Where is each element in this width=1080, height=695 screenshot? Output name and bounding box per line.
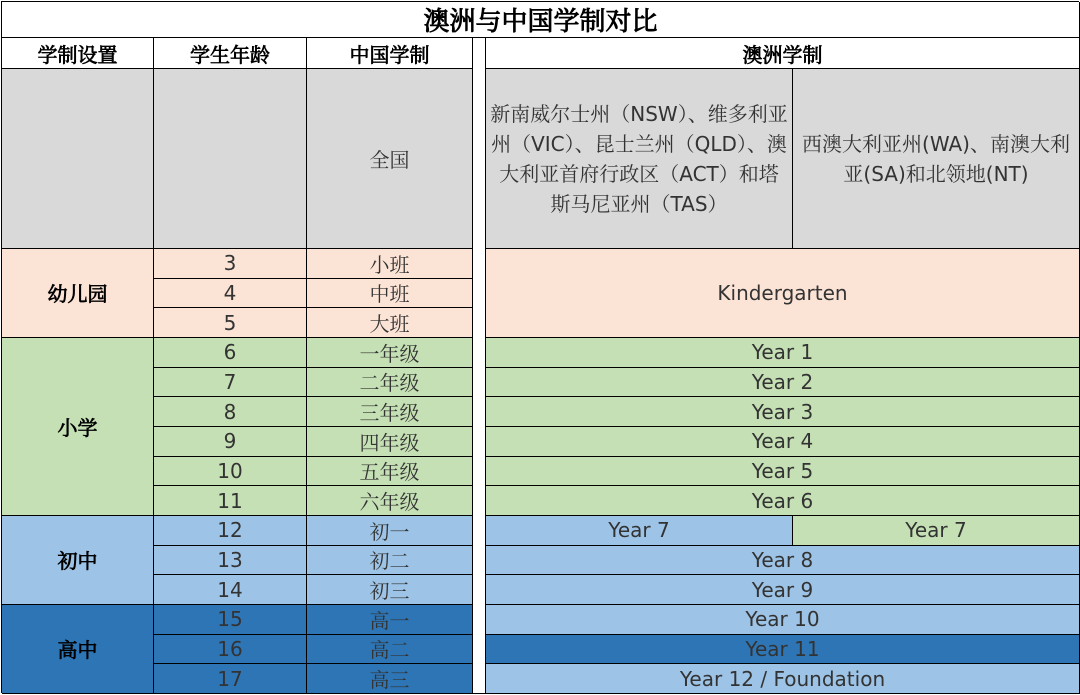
- age-cell: 5: [154, 308, 307, 338]
- au-year-2: Year 2: [486, 368, 1080, 398]
- au-year-12: Year 12 / Foundation: [486, 664, 1080, 694]
- china-grade-cell: 一年级: [307, 338, 473, 368]
- stage-senior: 高中: [2, 605, 154, 694]
- table-title: 澳洲与中国学制对比: [2, 2, 1080, 38]
- china-grade-cell: 大班: [307, 308, 473, 338]
- china-grade-cell: 中班: [307, 279, 473, 309]
- china-grade-cell: 三年级: [307, 397, 473, 427]
- au-year-3: Year 3: [486, 397, 1080, 427]
- china-grade-cell: 四年级: [307, 427, 473, 457]
- header-age: 学生年龄: [154, 38, 307, 69]
- china-grade-cell: 二年级: [307, 368, 473, 398]
- age-cell: 4: [154, 279, 307, 309]
- header-setting: 学制设置: [2, 38, 154, 69]
- au-kindergarten: Kindergarten: [486, 249, 1080, 338]
- au-year-10: Year 10: [486, 605, 1080, 635]
- age-cell: 14: [154, 575, 307, 605]
- stage-kindergarten: 幼儿园: [2, 249, 154, 338]
- au-year-7-group1: Year 7: [486, 516, 793, 546]
- age-cell: 12: [154, 516, 307, 546]
- china-grade-cell: 六年级: [307, 486, 473, 516]
- column-gap: [473, 38, 486, 694]
- age-cell: 15: [154, 605, 307, 635]
- china-grade-cell: 初三: [307, 575, 473, 605]
- au-year-9: Year 9: [486, 575, 1080, 605]
- age-cell: 16: [154, 635, 307, 665]
- age-cell: 13: [154, 546, 307, 576]
- china-grade-cell: 高一: [307, 605, 473, 635]
- region-china: 全国: [307, 69, 473, 249]
- au-year-6: Year 6: [486, 486, 1080, 516]
- china-grade-cell: 初二: [307, 546, 473, 576]
- china-grade-cell: 初一: [307, 516, 473, 546]
- au-year-8: Year 8: [486, 546, 1080, 576]
- stage-primary: 小学: [2, 338, 154, 516]
- age-cell: 17: [154, 664, 307, 694]
- china-grade-cell: 高三: [307, 664, 473, 694]
- china-grade-cell: 高二: [307, 635, 473, 665]
- region-setting-cell: [2, 69, 154, 249]
- region-age-cell: [154, 69, 307, 249]
- age-cell: 9: [154, 427, 307, 457]
- header-australia: 澳洲学制: [486, 38, 1080, 69]
- age-cell: 10: [154, 457, 307, 487]
- age-cell: 3: [154, 249, 307, 279]
- china-grade-cell: 五年级: [307, 457, 473, 487]
- china-grade-cell: 小班: [307, 249, 473, 279]
- au-year-7-group2: Year 7: [793, 516, 1080, 546]
- age-cell: 6: [154, 338, 307, 368]
- age-cell: 7: [154, 368, 307, 398]
- au-year-4: Year 4: [486, 427, 1080, 457]
- stage-junior: 初中: [2, 516, 154, 605]
- au-year-11: Year 11: [486, 635, 1080, 665]
- age-cell: 11: [154, 486, 307, 516]
- au-year-5: Year 5: [486, 457, 1080, 487]
- region-au-group2: 西澳大利亚州(WA)、南澳大利亚(SA)和北领地(NT): [793, 69, 1080, 249]
- age-cell: 8: [154, 397, 307, 427]
- region-au-group1: 新南威尔士州（NSW）、维多利亚州（VIC）、昆士兰州（QLD）、澳大利亚首府行政区（ACT）和塔斯马尼亚州（TAS）: [486, 69, 793, 249]
- au-year-1: Year 1: [486, 338, 1080, 368]
- comparison-table: [1, 1, 1079, 693]
- header-china: 中国学制: [307, 38, 473, 69]
